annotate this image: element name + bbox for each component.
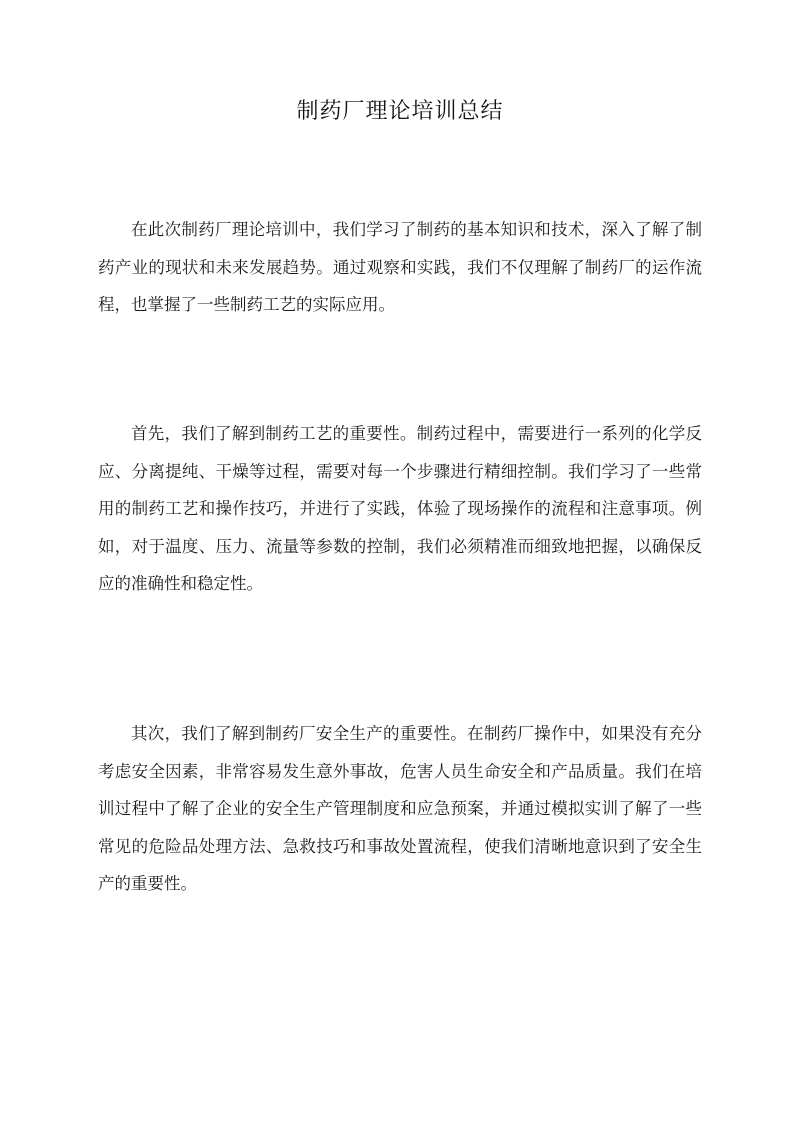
paragraph-process: 首先，我们了解到制药工艺的重要性。制药过程中，需要进行一系列的化学反应、分离提纯、干燥等过程，需要对每一个步骤进行精细控制。我们学习了一些常用的制药工艺和操作技巧，并进行了实践，体验了现场操作的流程和注意事项。例如，对于温度、压力、流量等参数的控制，我们必须精准而细致地把握，以确保反应的准确性和稳定性。 xyxy=(98,424,702,593)
paragraph-safety: 其次，我们了解到制药厂安全生产的重要性。在制药厂操作中，如果没有充分考虑安全因素，非常容易发生意外事故，危害人员生命安全和产品质量。我们在培训过程中了解了企业的安全生产管理制度和应急预案，并通过模拟实训了解了一些常见的危险品处理方法、急救技巧和事故处置流程，使我们清晰地意识到了安全生产的重要性。 xyxy=(98,724,702,893)
page-title: 制药厂理论培训总结 xyxy=(296,99,504,124)
paragraph-intro: 在此次制药厂理论培训中，我们学习了制药的基本知识和技术，深入了解了制药产业的现状和未来发展趋势。通过观察和实践，我们不仅理解了制药厂的运作流程，也掌握了一些制药工艺的实际应用。 xyxy=(98,220,702,314)
